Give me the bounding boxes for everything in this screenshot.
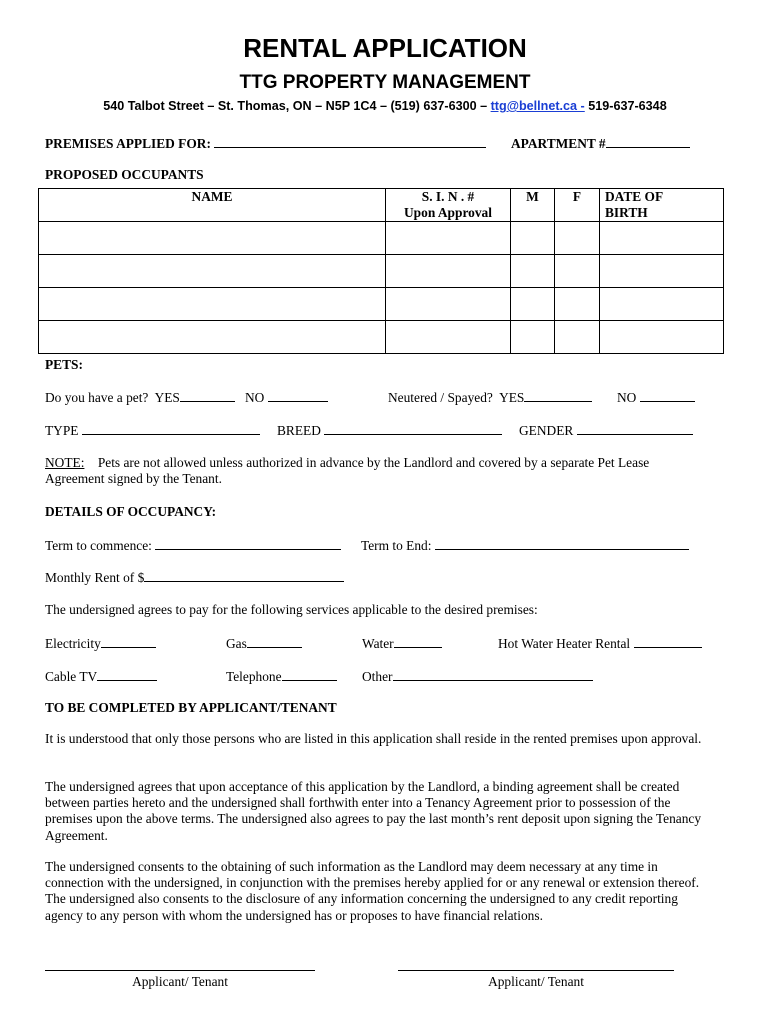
water-field[interactable]: [394, 636, 442, 648]
term-end-field[interactable]: [435, 538, 689, 550]
breed-row: [277, 423, 502, 437]
hot-water-row: [498, 636, 702, 650]
col-m: M: [511, 189, 555, 222]
cable-field[interactable]: [97, 669, 157, 681]
note-label: NOTE:: [45, 455, 85, 470]
neutered-no-field[interactable]: [640, 390, 695, 402]
electricity-field[interactable]: [101, 636, 156, 648]
have-pet-row: [45, 390, 328, 404]
pet-note-line1: NOTE: Pets are not allowed unless authorized in advance by the Landlord and covered by a separate Pet Lease: [45, 455, 650, 470]
signature-line-2[interactable]: [398, 970, 674, 971]
breed-label: BREED: [277, 423, 321, 438]
term-commence-label: Term to commence:: [45, 538, 152, 553]
neutered-label: Neutered / Spayed?: [388, 390, 493, 405]
telephone-row: [226, 669, 337, 683]
premises-row: [45, 136, 486, 150]
cell-name[interactable]: [39, 288, 386, 321]
telephone-field[interactable]: [282, 669, 337, 681]
pet-note-line2: Agreement signed by the Tenant.: [45, 471, 222, 486]
premises-field[interactable]: [214, 136, 486, 148]
monthly-rent-row: [45, 570, 344, 584]
hot-water-field[interactable]: [634, 636, 702, 648]
yes-label: YES: [499, 390, 525, 405]
no-label: NO: [244, 390, 265, 405]
gas-row: [226, 636, 302, 650]
cell-dob[interactable]: [600, 321, 724, 354]
gender-label: GENDER: [519, 423, 574, 438]
table-header-row: [39, 189, 724, 222]
cell-m[interactable]: [511, 288, 555, 321]
hot-water-label: Hot Water Heater Rental: [498, 636, 631, 651]
table-row: [39, 321, 724, 354]
cell-m[interactable]: [511, 255, 555, 288]
company-name: TTG PROPERTY MANAGEMENT: [239, 72, 531, 93]
water-row: [362, 636, 442, 650]
cell-m[interactable]: [511, 321, 555, 354]
agreement-paragraph: The undersigned agrees that upon acceptance of this application by the Landlord, a binding agreement shall be created between parties hereto and the undersigned shall forthwith enter into a Tenancy Agreement prior to possession of the premises upon the above terms. The undersigned also agrees to pay the last month’s rent deposit upon signing the Tenancy Agreement.: [45, 779, 702, 843]
applicant-heading: TO BE COMPLETED BY APPLICANT/TENANT: [45, 700, 337, 715]
term-end-row: [361, 538, 689, 552]
electricity-label: Electricity: [45, 636, 101, 651]
fax-number: 519-637-6348: [588, 99, 667, 113]
apartment-label: APARTMENT #: [511, 136, 606, 151]
cell-sin[interactable]: [386, 321, 511, 354]
cell-dob[interactable]: [600, 255, 724, 288]
term-commence-field[interactable]: [155, 538, 341, 550]
neutered-no-row: [617, 390, 695, 404]
have-pet-yes-field[interactable]: [180, 390, 235, 402]
cell-name[interactable]: [39, 321, 386, 354]
signature-line-1[interactable]: [45, 970, 315, 971]
col-f: F: [555, 189, 600, 222]
email-link[interactable]: ttg@bellnet.ca -: [490, 99, 585, 113]
table-row: [39, 288, 724, 321]
type-field[interactable]: [82, 423, 260, 435]
neutered-yes-field[interactable]: [524, 390, 592, 402]
neutered-row: [388, 390, 592, 404]
gender-field[interactable]: [577, 423, 693, 435]
col-name: NAME: [39, 189, 386, 222]
cell-m[interactable]: [511, 222, 555, 255]
yes-label: YES: [154, 390, 180, 405]
telephone-label: Telephone: [226, 669, 282, 684]
table-row: [39, 222, 724, 255]
gas-label: Gas: [226, 636, 247, 651]
type-label: TYPE: [45, 423, 79, 438]
electricity-row: [45, 636, 156, 650]
cell-name[interactable]: [39, 255, 386, 288]
cell-sin[interactable]: [386, 288, 511, 321]
col-dob: DATE OF BIRTH: [600, 189, 724, 222]
apartment-field[interactable]: [606, 136, 690, 148]
water-label: Water: [362, 636, 394, 651]
cable-row: [45, 669, 157, 683]
premises-label: PREMISES APPLIED FOR:: [45, 136, 211, 151]
signature-label-1: Applicant/ Tenant: [132, 974, 228, 989]
occupancy-heading: DETAILS OF OCCUPANCY:: [45, 504, 217, 519]
cell-f[interactable]: [555, 255, 600, 288]
occupants-table: [38, 188, 724, 354]
address-text: 540 Talbot Street – St. Thomas, ON – N5P 1C4 – (519) 637-6300 –: [103, 99, 488, 113]
have-pet-label: Do you have a pet?: [45, 390, 149, 405]
cell-name[interactable]: [39, 222, 386, 255]
no-label: NO: [617, 390, 637, 405]
table-row: [39, 255, 724, 288]
have-pet-no-field[interactable]: [268, 390, 328, 402]
cell-f[interactable]: [555, 321, 600, 354]
cell-f[interactable]: [555, 288, 600, 321]
cell-dob[interactable]: [600, 222, 724, 255]
signature-label-2: Applicant/ Tenant: [488, 974, 584, 989]
cell-dob[interactable]: [600, 288, 724, 321]
apartment-row: [511, 136, 690, 150]
cell-f[interactable]: [555, 222, 600, 255]
pets-heading: PETS:: [45, 357, 83, 372]
term-end-label: Term to End:: [361, 538, 432, 553]
monthly-rent-field[interactable]: [144, 570, 344, 582]
other-row: [362, 669, 593, 683]
gas-field[interactable]: [247, 636, 302, 648]
term-commence-row: [45, 538, 341, 552]
cable-label: Cable TV: [45, 669, 98, 684]
occupants-heading: PROPOSED OCCUPANTS: [45, 167, 204, 182]
cell-sin[interactable]: [386, 222, 511, 255]
breed-field[interactable]: [324, 423, 502, 435]
understanding-paragraph: It is understood that only those persons who are listed in this application shall reside in the rented premises upon approval.: [45, 731, 702, 746]
services-intro: The undersigned agrees to pay for the following services applicable to the desired premises:: [45, 602, 538, 617]
col-sin: S. I. N . # Upon Approval: [386, 189, 511, 222]
monthly-rent-label: Monthly Rent of $: [45, 570, 145, 585]
cell-sin[interactable]: [386, 255, 511, 288]
other-field[interactable]: [393, 669, 593, 681]
type-row: [45, 423, 260, 437]
document-title: RENTAL APPLICATION: [243, 33, 527, 63]
other-label: Other: [362, 669, 393, 684]
consent-paragraph: The undersigned consents to the obtaining of such information as the Landlord may deem necessary at any time in connection with the undersigned, in conjunction with the premises hereby applied for or any renewal or extension thereof. The undersigned also consents to the disclosure of any information concerning the undersigned to any credit reporting agency to any person with whom the undersigned has or proposes to have financial relations.: [45, 859, 700, 923]
gender-row: [519, 423, 693, 437]
contact-line: [0, 100, 770, 113]
